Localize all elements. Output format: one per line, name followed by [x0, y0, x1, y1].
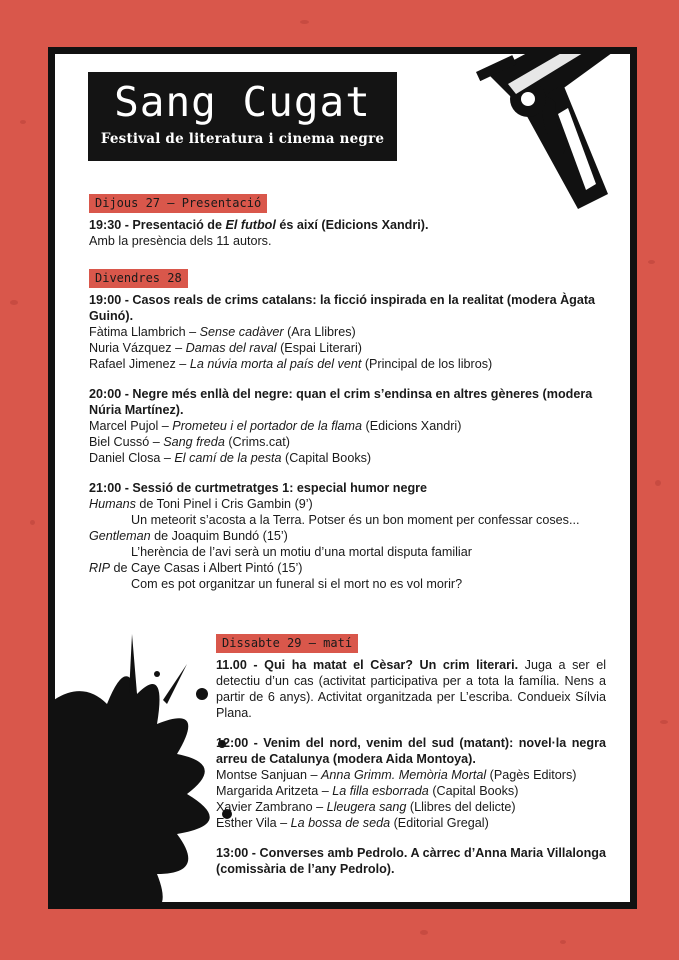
book-line: Biel Cussó – Sang freda (Crims.cat) [89, 435, 290, 449]
poster-frame [48, 47, 637, 909]
event-presentacio [89, 217, 619, 249]
programme-main [89, 194, 619, 606]
event-text: Juga a ser el detectiu d’un cas (activitat participativa per a tota la família. Nens a partir de 6 anys). Activitat organitzada per L’escriba. Condueix Sílvia Plana. [216, 658, 606, 720]
event-venim-del-nord [216, 735, 606, 831]
logo-title: Sang Cugat [114, 78, 371, 126]
day-label-divendres: Divendres 28 [89, 269, 188, 288]
book-line: Nuria Vázquez – Damas del raval (Espai Literari) [89, 341, 362, 355]
event-title: 19:30 - Presentació de El futbol és així (Edicions Xandri). [89, 218, 429, 232]
event-converses-pedrolo [216, 845, 606, 877]
event-line: Amb la presència dels 11 autors. [89, 234, 272, 248]
book-line: Montse Sanjuan – Anna Grimm. Memòria Mortal (Pagès Editors) [216, 768, 577, 782]
event-title: 21:00 - Sessió de curtmetratges 1: especial humor negre [89, 481, 428, 495]
event-title: 19:00 - Casos reals de crims catalans: la ficció inspirada en la realitat (modera Àgata Guinó). [89, 293, 596, 323]
programme-saturday [216, 634, 606, 891]
event-title: 11.00 - Qui ha matat el Cèsar? Un crim literari. [216, 658, 519, 672]
book-line: Margarida Aritzeta – La filla esborrada (Capital Books) [216, 784, 519, 798]
event-title: 12:00 - Venim del nord, venim del sud (matant): novel·la negra arreu de Catalunya (modera Aida Montoya). [216, 736, 606, 766]
book-line: Marcel Pujol – Prometeu i el portador de la flama (Edicions Xandri) [89, 419, 462, 433]
film-line: Humans de Toni Pinel i Cris Gambin (9’) [89, 497, 313, 511]
festival-logo [88, 72, 397, 161]
event-negre-mes-enlla [89, 386, 619, 466]
book-line: Fàtima Llambrich – Sense cadàver (Ara Llibres) [89, 325, 356, 339]
event-curtmetratges [89, 480, 619, 592]
book-line: Daniel Closa – El camí de la pesta (Capital Books) [89, 451, 372, 465]
event-title: 20:00 - Negre més enllà del negre: quan el crim s’endinsa en altres gèneres (modera Núria Martínez). [89, 387, 593, 417]
day-label-dijous: Dijous 27 – Presentació [89, 194, 267, 213]
logo-subtitle: Festival de literatura i cinema negre [100, 131, 385, 147]
day-label-dissabte: Dissabte 29 – matí [216, 634, 358, 653]
film-description: L’herència de l’avi serà un motiu d’una mortal disputa familiar [131, 545, 472, 559]
film-line: Gentleman de Joaquim Bundó (15’) [89, 529, 288, 543]
film-description: Com es pot organitzar un funeral si el mort no es vol morir? [131, 577, 463, 591]
event-title: 13:00 - Converses amb Pedrolo. A càrrec d’Anna Maria Villalonga (comissària de l’any Pedrolo). [216, 846, 606, 876]
book-line: Xavier Zambrano – Lleugera sang (Llibres del delicte) [216, 800, 516, 814]
event-casos-reals [89, 292, 619, 372]
film-description: Un meteorit s’acosta a la Terra. Potser és un bon moment per confessar coses... [131, 513, 580, 527]
book-line: Esther Vila – La bossa de seda (Editorial Gregal) [216, 816, 489, 830]
event-qui-ha-matat [216, 657, 606, 721]
film-line: RIP de Caye Casas i Albert Pintó (15’) [89, 561, 303, 575]
book-line: Rafael Jimenez – La núvia morta al país del vent (Principal de los libros) [89, 357, 493, 371]
